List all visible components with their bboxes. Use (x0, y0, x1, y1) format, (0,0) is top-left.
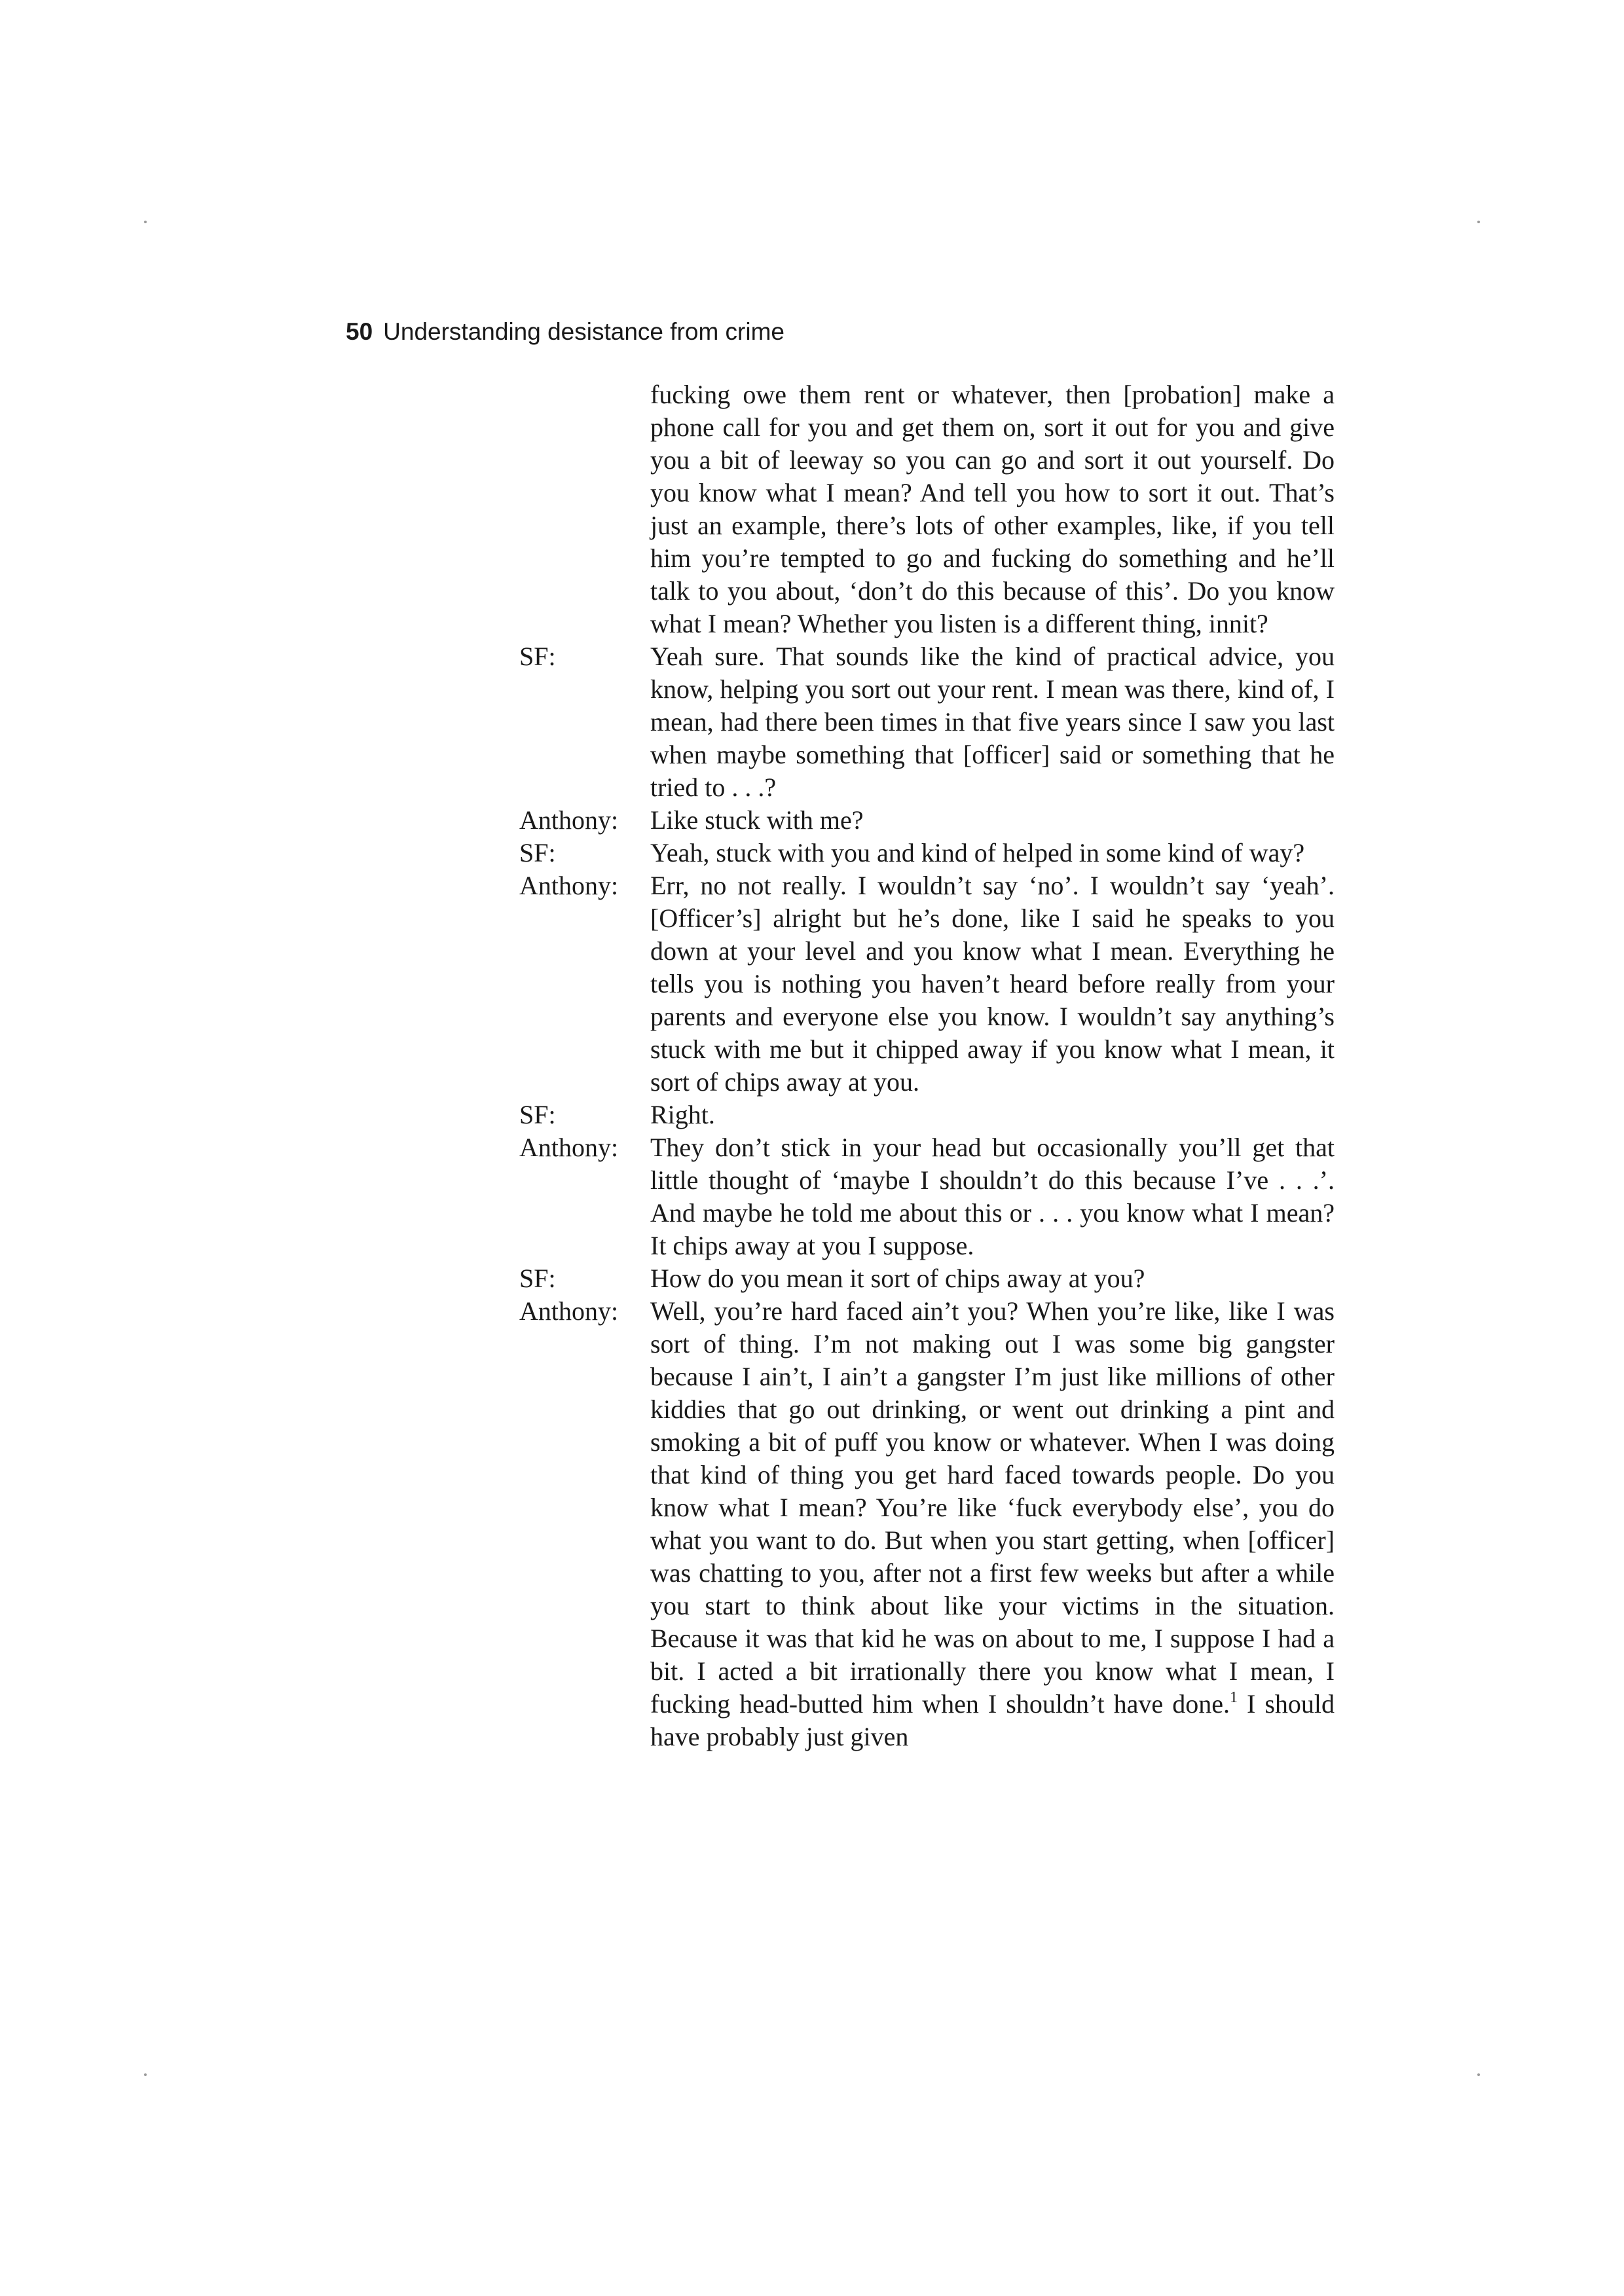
speaker-label: SF: (519, 838, 556, 867)
speech-text-part: Well, you’re hard faced ain’t you? When you’re like, like I was sort of thing. I’m not making out I was some big gangster because I ain’t, I ain’t a gangster I’m just like millions of other kiddies that go out drinking, or went out drinking a pint and smoking a bit of puff you know or whatever. When I was doing that kind of thing you get hard faced towards people. Do you know what I mean? You’re like ‘fuck everybody else’, you do what you want to do. But when you start getting, when [officer] was chatting to you, after not a first few weeks but after a while you start to think about like your victims in the situation. Because it was that kid he was on about to me, I suppose I had a bit. I acted a bit irrationally there you know what I mean, I fucking head-butted him when I shouldn’t have done. (650, 1296, 1335, 1719)
crop-mark-bottom-left (144, 2073, 147, 2076)
transcript-turn (519, 1099, 1335, 1131)
speech-text: How do you mean it sort of chips away at you? (650, 1264, 1145, 1293)
speaker-label: SF: (519, 1264, 556, 1293)
transcript-turn (519, 378, 1335, 640)
crop-mark-top-left (144, 221, 147, 223)
speaker-label: Anthony: (519, 1296, 619, 1326)
speech-text: Yeah sure. That sounds like the kind of practical advice, you know, helping you sort out your rent. I mean was there, kind of, I mean, had there been times in that five years since I saw you last when maybe something that [officer] said or something that he tried to . . .? (650, 642, 1335, 802)
speech-text: They don’t stick in your head but occasionally you’ll get that little thought of ‘maybe I shouldn’t do this because I’ve . . .’. And maybe he told me about this or . . . you know what I mean? It chips away at you I suppose. (650, 1133, 1335, 1260)
speech-text (650, 1295, 1335, 1753)
speaker-label: SF: (519, 1100, 556, 1129)
speech-text: Yeah, stuck with you and kind of helped in some kind of way? (650, 838, 1305, 867)
crop-mark-top-right (1477, 221, 1480, 223)
speech-text-part: I should have probably just given (650, 1689, 1335, 1751)
transcript-turn (519, 804, 1335, 837)
transcript-turn (519, 837, 1335, 869)
transcript-turn (519, 1295, 1335, 1753)
speaker-label: SF: (519, 642, 556, 671)
transcript-turn (519, 869, 1335, 1099)
running-head-title: Understanding desistance from crime (383, 318, 784, 345)
interview-transcript (519, 378, 1335, 1753)
page-number: 50 (346, 318, 373, 345)
crop-mark-bottom-right (1477, 2073, 1480, 2076)
speaker-label: Anthony: (519, 805, 619, 835)
speaker-label: Anthony: (519, 871, 619, 900)
running-head (346, 316, 784, 348)
speech-text: Err, no not really. I wouldn’t say ‘no’. I wouldn’t say ‘yeah’. [Officer’s] alright but he’s done, like I said he speaks to you down at your level and you know what I mean. Everything he tells you is nothing you haven’t heard before really from your parents and everyone else you know. I wouldn’t say anything’s stuck with me but it chipped away if you know what I mean, it sort of chips away at you. (650, 871, 1335, 1097)
speech-text: Right. (650, 1100, 715, 1129)
footnote-marker[interactable]: 1 (1229, 1689, 1238, 1706)
transcript-turn (519, 1131, 1335, 1262)
speech-text: Like stuck with me? (650, 805, 864, 835)
transcript-turn (519, 1262, 1335, 1295)
transcript-turn (519, 640, 1335, 804)
speech-text: fucking owe them rent or whatever, then [probation] make a phone call for you and get them on, sort it out for you and give you a bit of leeway so you can go and sort it out yourself. Do you know what I mean? And tell you how to sort it out. That’s just an example, there’s lots of other examples, like, if you tell him you’re tempted to go and fucking do something and he’ll talk to you about, ‘don’t do this because of this’. Do you know what I mean? Whether you listen is a different thing, innit? (650, 380, 1335, 638)
speaker-label: Anthony: (519, 1133, 619, 1162)
